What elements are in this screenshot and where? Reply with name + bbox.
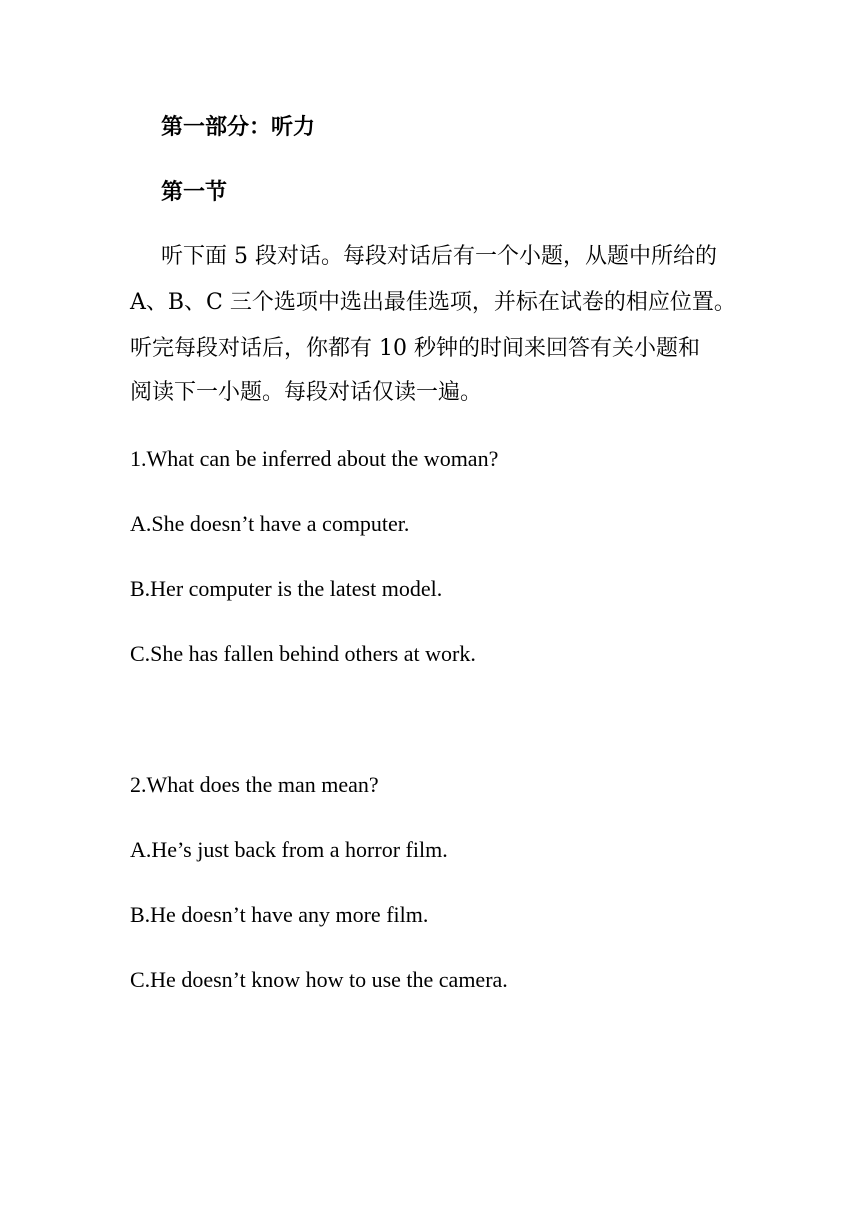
question-option: A.He’s just back from a horror film. — [130, 837, 448, 862]
question-stem: 2.What does the man mean? — [130, 772, 379, 797]
question-option: B.He doesn’t have any more film. — [130, 902, 429, 927]
question-option: A.She doesn’t have a computer. — [130, 511, 410, 536]
part-title: 第一部分：听力 — [161, 114, 316, 140]
question-option: C.She has fallen behind others at work. — [130, 641, 476, 666]
question-option: C.He doesn’t know how to use the camera. — [130, 967, 508, 992]
instruction-line: 听完每段对话后，你都有 10 秒钟的时间来回答有关小题和 — [130, 336, 700, 361]
section-title: 第一节 — [161, 179, 228, 205]
instruction-line: 阅读下一小题。每段对话仅读一遍。 — [130, 380, 483, 405]
question-stem: 1.What can be inferred about the woman? — [130, 446, 499, 471]
instruction-line: 听下面 5 段对话。每段对话后有一个小题，从题中所给的 — [161, 244, 717, 269]
question-option: B.Her computer is the latest model. — [130, 576, 443, 601]
instruction-line: A、B、C 三个选项中选出最佳选项，并标在试卷的相应位置。 — [130, 290, 736, 315]
